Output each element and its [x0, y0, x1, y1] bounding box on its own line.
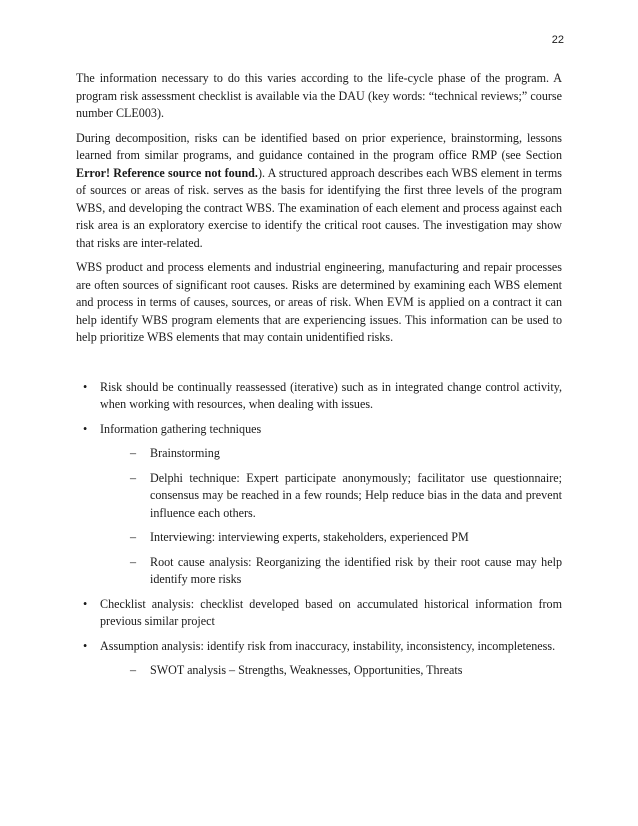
sub-item-delphi: – Delphi technique: Expert participate anonymously; facilitator use questionnaire; consensus may be reached in a few rounds; Help reduce bias in the data and prevent influence each others.	[100, 470, 562, 523]
bullet-item-info-gathering	[76, 421, 562, 589]
bullet-text: Risk should be continually reassessed (iterative) such as in integrated change control activity, when working with resources, when dealing with issues.	[100, 379, 562, 411]
sub-item-root-cause: – Root cause analysis: Reorganizing the identified risk by their root cause may help identify more risks	[100, 554, 562, 589]
paragraph-wbs-elements: WBS product and process elements and industrial engineering, manufacturing and repair processes are often sources of significant root causes. Risks are determined by examining each WBS element and process in terms of causes, sources, or areas of risk. When EVM is applied on a contract it can help identify WBS program elements that are experiencing issues. This information can be used to help prioritize WBS elements that may contain unidentified risks.	[76, 260, 562, 344]
document-body	[76, 70, 562, 687]
bullet-item-reassess	[76, 379, 562, 414]
bullet-text: Assumption analysis: identify risk from inaccuracy, instability, inconsistency, incompleteness.	[100, 638, 556, 653]
bullet-list	[76, 379, 562, 680]
bullet-item-checklist	[76, 596, 562, 631]
page-number: 22	[551, 34, 564, 46]
sub-list	[100, 662, 562, 680]
paragraph-decomposition-end: ). A structured approach describes each WBS element in terms of sources or areas of risk. serves as the basis for identifying the first three levels of the program WBS, and developing the contract WBS. The examination of each element and process against each risk area is an exploratory exercise to identify the critical root causes. The investigation may show that risks are inter-related.	[76, 165, 562, 250]
bullet-item-assumption	[76, 638, 562, 680]
reference-error-text: Error! Reference source not found.	[76, 165, 258, 180]
sub-item-brainstorming: – Brainstorming	[100, 445, 562, 463]
paragraph-info-checklist: The information necessary to do this varies according to the life-cycle phase of the program. A program risk assessment checklist is available via the DAU (key words: “technical reviews;” course number CLE003).	[76, 71, 562, 120]
paragraph-decomposition	[76, 130, 562, 253]
sub-item-interviewing: – Interviewing: interviewing experts, stakeholders, experienced PM	[100, 529, 562, 547]
bullet-text: Checklist analysis: checklist developed based on accumulated historical information from previous similar project	[100, 596, 562, 628]
bullet-text: Information gathering techniques	[100, 421, 262, 436]
sub-list	[100, 445, 562, 589]
paragraph-decomposition-start: During decomposition, risks can be identified based on prior experience, brainstorming, lessons learned from similar programs, and guidance contained in the program office RMP (see Section	[76, 130, 562, 162]
sub-item-swot: – SWOT analysis – Strengths, Weaknesses, Opportunities, Threats	[100, 662, 562, 680]
